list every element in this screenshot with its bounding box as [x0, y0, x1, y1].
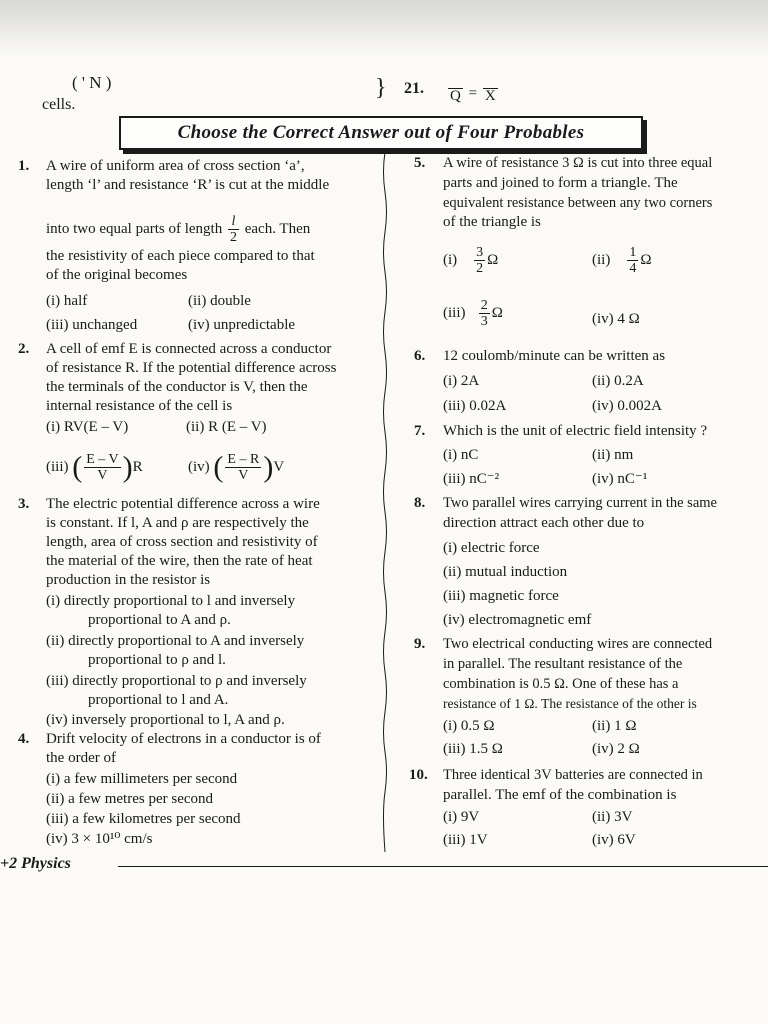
option-i[interactable]: (i) 0.5 Ω — [443, 718, 495, 734]
question-text: Two electrical conducting wires are connected — [443, 636, 713, 652]
top-left-fragment: ( ' N ) — [72, 73, 112, 92]
option-iv[interactable]: (iv) 0.002A — [592, 398, 662, 414]
option-iv[interactable]: (iv) nC⁻¹ — [592, 471, 648, 487]
q21-expr: Q = X — [450, 85, 496, 104]
option-i[interactable]: (i) $\frac{3}{2}$ Ω — [443, 245, 499, 276]
option-i[interactable]: (i) a few millimeters per second — [46, 771, 238, 787]
question-text: the terminals of the conductor is V, then the — [46, 379, 308, 395]
question-text: internal resistance of the cell is — [46, 398, 233, 414]
question-number: 9. — [414, 636, 426, 652]
page-shadow — [0, 0, 768, 70]
question-number: 3. — [18, 496, 30, 512]
question-text: Three identical 3V batteries are connected in — [443, 767, 703, 783]
option-iii[interactable]: (iii) magnetic force — [443, 588, 559, 604]
question-text: parts and joined to form a triangle. The — [443, 175, 678, 191]
question-text: into two equal parts of length $\frac{l}{2}$ each. Then — [46, 214, 311, 245]
option-iv[interactable]: (iv) ( $\frac{E - R}{V}$ )V — [188, 450, 285, 484]
option-ii[interactable]: (ii) nm — [592, 447, 634, 463]
question-text: Two parallel wires carrying current in the same — [443, 495, 717, 511]
question-text: resistance of 1 Ω. The resistance of the other is — [443, 696, 697, 711]
option-i[interactable]: (i) half — [46, 293, 88, 309]
question-text: A cell of emf E is connected across a conductor — [46, 341, 332, 357]
question-text: production in the resistor is — [46, 572, 211, 588]
question-text: Which is the unit of electric field intensity ? — [443, 423, 708, 439]
footer-rule — [118, 866, 768, 867]
option-iii[interactable]: (iii) directly proportional to ρ and inversely — [46, 673, 307, 689]
option-ii[interactable]: (ii) directly proportional to A and inversely — [46, 633, 305, 649]
question-number: 6. — [414, 348, 426, 364]
option-ii[interactable]: (ii) 3V — [592, 809, 633, 825]
option-ii[interactable]: (ii) R (E – V) — [186, 419, 267, 435]
question-text: the material of the wire, then the rate of heat — [46, 553, 313, 569]
option-iv[interactable]: (iv) unpredictable — [188, 317, 296, 333]
option-iv[interactable]: (iv) 3 × 10¹⁰ cm/s — [46, 831, 153, 847]
question-number: 10. — [409, 767, 428, 783]
option-iii[interactable]: (iii) ( $\frac{E - V}{V}$ )R — [46, 450, 143, 484]
question-text: A wire of resistance 3 Ω is cut into three equal — [443, 155, 713, 171]
question-text: is constant. If l, A and ρ are respectively the — [46, 515, 309, 531]
option-ii[interactable]: (ii) $\frac{1}{4}$ Ω — [592, 245, 652, 276]
column-divider — [382, 152, 388, 852]
top-left-word: cells. — [42, 96, 76, 113]
option-i[interactable]: (i) directly proportional to l and inversely — [46, 593, 296, 609]
option-i[interactable]: (i) 9V — [443, 809, 480, 825]
option-iii[interactable]: (iii) 0.02A — [443, 398, 507, 414]
option-i-cont: proportional to A and ρ. — [88, 612, 231, 628]
option-iii[interactable]: (iii) 1.5 Ω — [443, 741, 503, 757]
question-text: equivalent resistance between any two corners — [443, 195, 713, 211]
option-ii[interactable]: (ii) mutual induction — [443, 564, 568, 580]
question-number: 7. — [414, 423, 426, 439]
option-iv[interactable]: (iv) 4 Ω — [592, 311, 640, 327]
section-title: Choose the Correct Answer out of Four Probables — [119, 116, 643, 150]
question-text: A wire of uniform area of cross section ‘a’, — [46, 158, 305, 174]
question-text: the resistivity of each piece compared to that — [46, 248, 315, 264]
question-text: in parallel. The resultant resistance of the — [443, 656, 683, 672]
option-iii[interactable]: (iii) unchanged — [46, 317, 138, 333]
option-iii[interactable]: (iii) 1V — [443, 832, 488, 848]
question-text: length ‘l’ and resistance ‘R’ is cut at the middle — [46, 177, 330, 193]
option-i[interactable]: (i) RV(E – V) — [46, 419, 129, 435]
option-i[interactable]: (i) nC — [443, 447, 479, 463]
option-iii-cont: proportional to l and A. — [88, 692, 229, 708]
question-number: 2. — [18, 341, 30, 357]
question-text: combination is 0.5 Ω. One of these has a — [443, 676, 679, 692]
option-ii[interactable]: (ii) 0.2A — [592, 373, 644, 389]
question-text: of the original becomes — [46, 267, 188, 283]
option-iv[interactable]: (iv) electromagnetic emf — [443, 612, 592, 628]
option-ii[interactable]: (ii) 1 Ω — [592, 718, 637, 734]
question-text: parallel. The emf of the combination is — [443, 787, 677, 803]
option-i[interactable]: (i) electric force — [443, 540, 540, 556]
question-text: 12 coulomb/minute can be written as — [443, 348, 666, 364]
option-ii[interactable]: (ii) double — [188, 293, 251, 309]
header-brace: } — [375, 75, 387, 101]
question-number: 8. — [414, 495, 426, 511]
question-text: length, area of cross section and resistivity of — [46, 534, 318, 550]
option-iii[interactable]: (iii) a few kilometres per second — [46, 811, 241, 827]
q21-number: 21. — [404, 80, 424, 97]
question-text: The electric potential difference across a wire — [46, 496, 320, 512]
option-ii[interactable]: (ii) a few metres per second — [46, 791, 214, 807]
question-text: Drift velocity of electrons in a conductor is of — [46, 731, 321, 747]
option-ii-cont: proportional to ρ and l. — [88, 652, 226, 668]
question-number: 4. — [18, 731, 30, 747]
question-text: of resistance R. If the potential difference across — [46, 360, 337, 376]
option-iii[interactable]: (iii) $\frac{2}{3}$ Ω — [443, 298, 503, 329]
question-text: of the triangle is — [443, 214, 541, 230]
option-iii[interactable]: (iii) nC⁻² — [443, 471, 500, 487]
question-number: 5. — [414, 155, 426, 171]
option-i[interactable]: (i) 2A — [443, 373, 480, 389]
footer-title: +2 Physics — [0, 855, 71, 872]
question-number: 1. — [18, 158, 30, 174]
option-iv[interactable]: (iv) 6V — [592, 832, 636, 848]
question-text: the order of — [46, 750, 116, 766]
question-text: direction attract each other due to — [443, 515, 645, 531]
option-iv[interactable]: (iv) inversely proportional to l, A and ρ. — [46, 712, 285, 728]
option-iv[interactable]: (iv) 2 Ω — [592, 741, 640, 757]
